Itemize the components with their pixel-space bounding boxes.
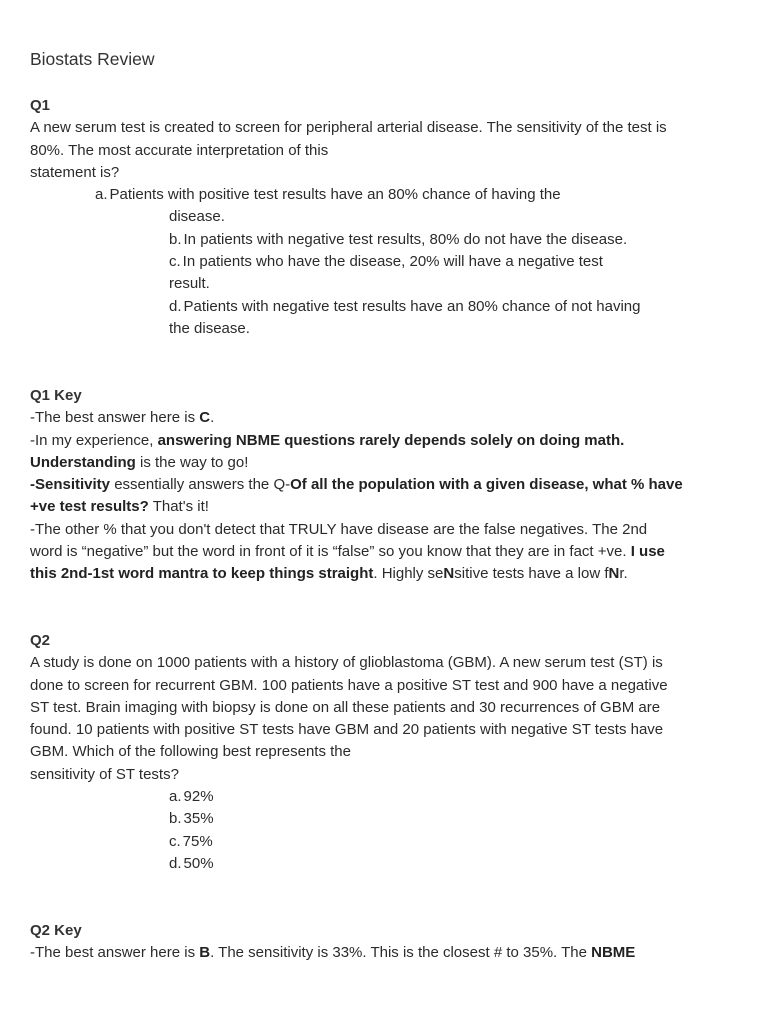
answer-letter: C bbox=[199, 409, 211, 427]
question-1-option-c-cont: result. bbox=[169, 275, 210, 293]
option-text: 35% bbox=[183, 810, 214, 828]
question-2-key bbox=[30, 920, 742, 965]
option-letter: b. bbox=[169, 230, 182, 248]
key-line: -In my experience, answering NBME questions rarely depends solely on doing math. bbox=[30, 431, 625, 449]
key-line: -The best answer here is C. bbox=[30, 409, 215, 427]
question-2-option-a bbox=[30, 786, 742, 808]
question-2-option-d bbox=[30, 853, 742, 875]
question-2-stem-line: sensitivity of ST tests? bbox=[30, 765, 179, 783]
document-title: Biostats Review bbox=[30, 49, 155, 69]
question-1-key-label: Q1 Key bbox=[30, 387, 82, 404]
option-text: Patients with negative test results have an 80% chance of not having bbox=[183, 297, 641, 315]
question-1-stem-line: A new serum test is created to screen for peripheral arterial disease. The sensitivity of the test is bbox=[30, 119, 667, 137]
question-1-option-a bbox=[30, 184, 742, 206]
question-2-option-b bbox=[30, 808, 742, 830]
option-text: 75% bbox=[182, 832, 213, 850]
option-letter: c. bbox=[169, 832, 181, 850]
key-line: Understanding is the way to go! bbox=[30, 453, 249, 471]
key-line: -The other % that you don't detect that TRULY have disease are the false negatives. The 2nd bbox=[30, 520, 648, 538]
option-text: 92% bbox=[183, 788, 214, 806]
option-text: 50% bbox=[183, 854, 214, 872]
question-1-option-b bbox=[30, 229, 742, 251]
question-1-option-c bbox=[30, 251, 742, 273]
key-line: word is “negative” but the word in front of it is “false” so you know that they are in fact +ve. I use bbox=[30, 543, 665, 561]
question-2-stem-line: done to screen for recurrent GBM. 100 patients have a positive ST test and 900 have a negative bbox=[30, 676, 668, 694]
key-line: -Sensitivity essentially answers the Q-Of all the population with a given disease, what % have bbox=[30, 476, 683, 494]
option-letter: c. bbox=[169, 253, 181, 271]
option-text: Patients with positive test results have an 80% chance of having the bbox=[109, 186, 561, 204]
option-text: In patients with negative test results, 80% do not have the disease. bbox=[183, 230, 628, 248]
option-letter: d. bbox=[169, 297, 182, 315]
question-2-option-c bbox=[30, 831, 742, 853]
key-line: this 2nd-1st word mantra to keep things straight. Highly seNsitive tests have a low fNr. bbox=[30, 565, 628, 583]
question-2-stem-line: A study is done on 1000 patients with a history of glioblastoma (GBM). A new serum test (ST) is bbox=[30, 654, 663, 672]
question-2-stem-line: ST test. Brain imaging with biopsy is done on all these patients and 30 recurrences of GBM are bbox=[30, 698, 661, 716]
question-2-stem-line: GBM. Which of the following best represents the bbox=[30, 743, 351, 761]
question-2-label: Q2 bbox=[30, 632, 51, 649]
answer-letter: B bbox=[199, 944, 211, 962]
question-1-key bbox=[30, 385, 742, 586]
question-1-option-a-cont: disease. bbox=[169, 208, 225, 226]
question-1-option-d-cont: the disease. bbox=[169, 319, 250, 337]
option-text: In patients who have the disease, 20% will have a negative test bbox=[182, 253, 603, 271]
question-1 bbox=[30, 95, 742, 340]
question-1-stem-line: statement is? bbox=[30, 163, 120, 181]
question-2-key-label: Q2 Key bbox=[30, 922, 82, 939]
question-1-option-d bbox=[30, 296, 742, 318]
option-letter: d. bbox=[169, 854, 182, 872]
question-2 bbox=[30, 630, 742, 875]
option-letter: a. bbox=[169, 788, 182, 806]
question-1-stem-line: 80%. The most accurate interpretation of this bbox=[30, 141, 329, 159]
question-1-label: Q1 bbox=[30, 97, 51, 114]
key-line: -The best answer here is B. The sensitivity is 33%. This is the closest # to 35%. The NBME bbox=[30, 944, 636, 962]
question-2-stem-line: found. 10 patients with positive ST tests have GBM and 20 patients with negative ST tests have bbox=[30, 721, 664, 739]
option-letter: a. bbox=[95, 186, 108, 204]
key-line: +ve test results? That's it! bbox=[30, 498, 209, 516]
option-letter: b. bbox=[169, 810, 182, 828]
